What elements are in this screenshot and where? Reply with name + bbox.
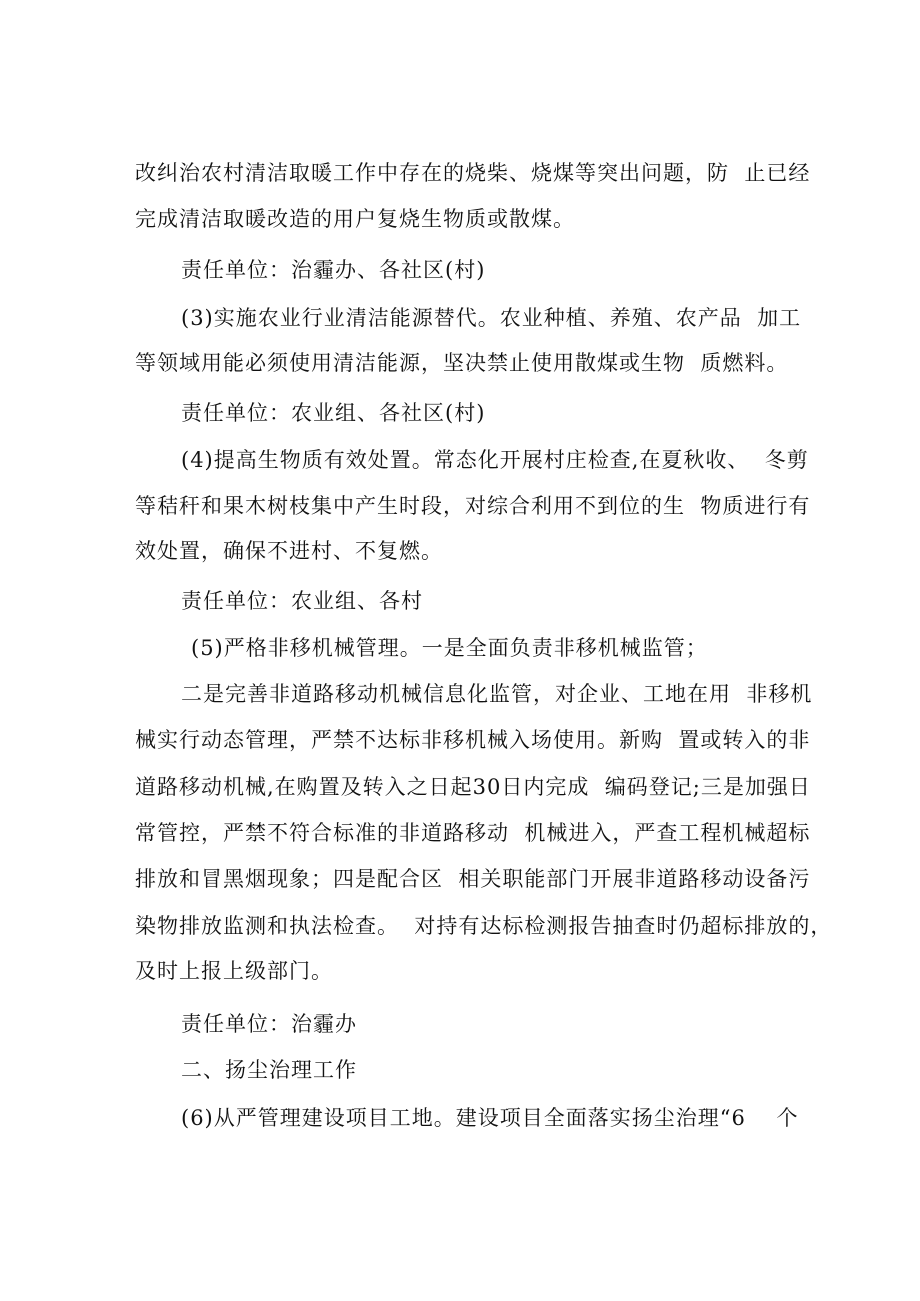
responsibility-line: 责任单位：农业组、各社区(村) [181,401,486,425]
responsibility-line: 责任单位：农业组、各村 [181,589,423,613]
responsibility-line: 责任单位：治霾办 [181,1012,357,1036]
paragraph-line: 常管控，严禁不符合标准的非道路移动 机械进入，严查工程机械超标 [135,821,811,845]
item-heading-line: (5)严格非移机械管理。一是全面负责非移机械监管； [191,636,708,660]
item-heading-line: (3)实施农业行业清洁能源替代。农业种植、养殖、农产品 加工 [181,306,802,330]
paragraph-line: 及时上报上级部门。 [135,959,333,983]
paragraph-line: 效处置，确保不进村、不复燃。 [135,539,443,563]
item-heading-line: (6)从严管理建设项目工地。建设项目全面落实扬尘治理“6 个 [181,1106,799,1130]
paragraph-line: 械实行动态管理，严禁不达标非移机械入场使用。新购 置或转入的非 [135,728,811,752]
paragraph-line: 道路移动机械,在购置及转入之日起30日内完成 编码登记;三是加强日 [135,775,811,799]
paragraph-line: 等秸秆和果木树枝集中产生时段，对综合利用不到位的生 物质进行有 [135,494,811,518]
paragraph-line: 完成清洁取暖改造的用户复烧生物质或散煤。 [135,207,575,231]
paragraph-line: 改纠治农村清洁取暖工作中存在的烧柴、烧煤等突出问题，防 止已经 [135,161,811,185]
paragraph-line: 二是完善非道路移动机械信息化监管，对企业、工地在用 非移机 [181,682,813,706]
paragraph-line: 排放和冒黑烟现象；四是配合区 相关职能部门开展非道路移动设备污 [135,867,811,891]
responsibility-line: 责任单位：治霾办、各社区(村) [181,258,486,282]
section-heading-line: 二、扬尘治理工作 [181,1058,357,1082]
paragraph-line: 等领域用能必须使用清洁能源，坚决禁止使用散煤或生物 质燃料。 [135,351,789,375]
item-heading-line: (4)提高生物质有效处置。常态化开展村庄检查,在夏秋收、 冬剪 [181,448,809,472]
paragraph-line: 染物排放监测和执法检查。 对持有达标检测报告抽查时仍超标排放的， [135,914,833,938]
